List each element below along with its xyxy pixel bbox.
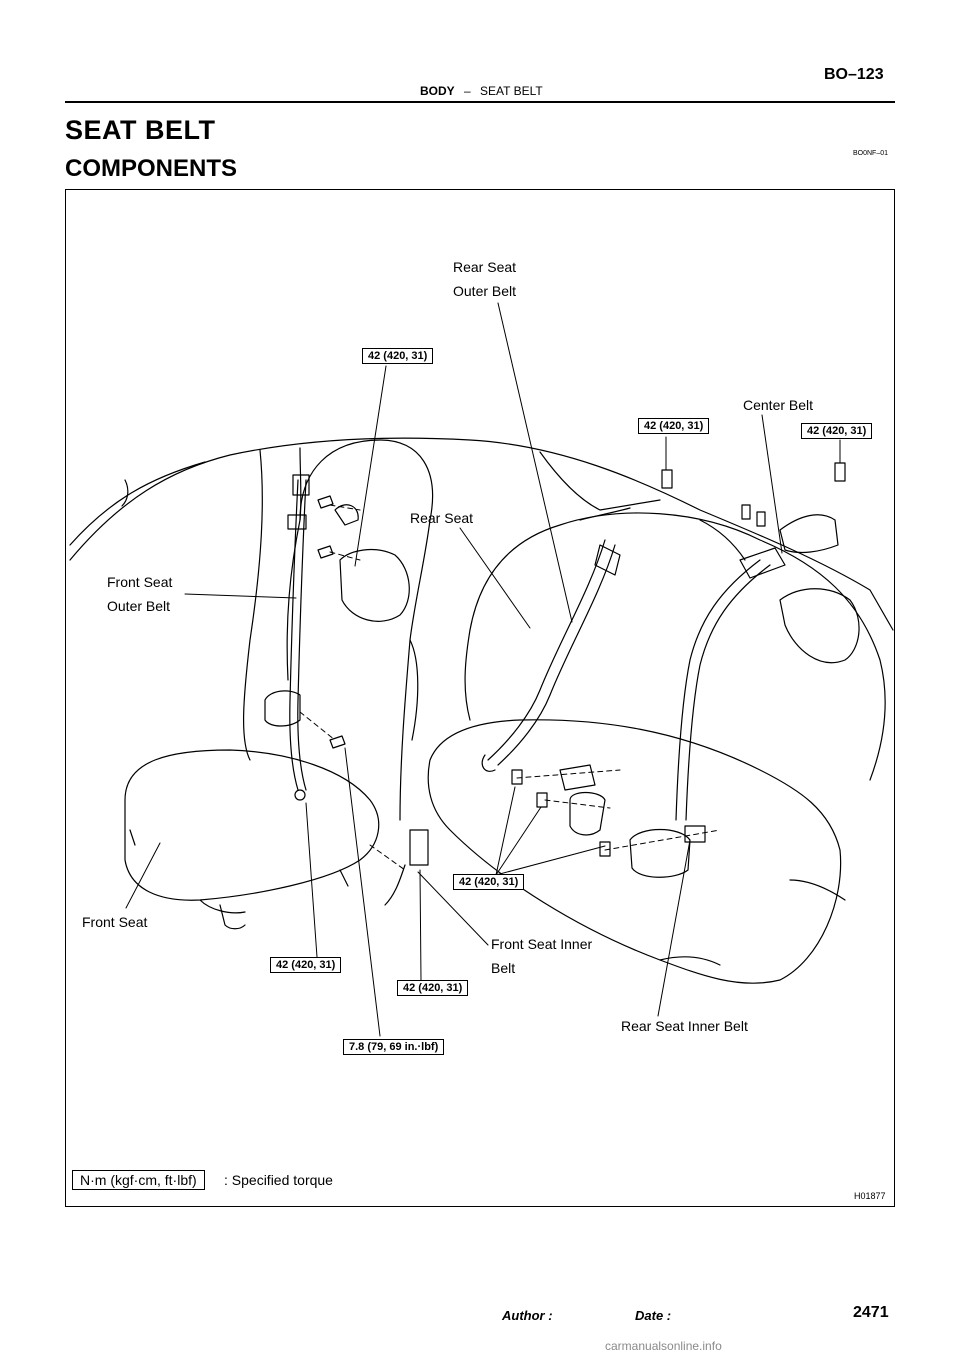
torque-box-center-belt-right: 42 (420, 31) [801,423,872,439]
label-rear-seat-outer-belt [453,255,516,303]
label-front-seat: Front Seat [82,914,148,930]
label-rear-seat-outer-belt-line2: Outer Belt [453,283,517,299]
torque-box-front-outer-lower: 42 (420, 31) [270,957,341,973]
page-number: BO–123 [824,66,884,83]
figure-code: H01877 [854,1191,886,1201]
label-front-seat-inner-belt [491,932,592,980]
footer-author-label: Author : [502,1308,553,1323]
label-center-belt: Center Belt [743,397,814,413]
doc-code: BO0NF–01 [853,150,889,157]
header-section-prefix: BODY [420,84,455,98]
buckles [385,765,705,905]
label-rear-seat: Rear Seat [410,510,474,526]
car-body-outline [70,438,893,760]
rear-seat-back [465,513,885,780]
torque-box-front-outer-anchor: 7.8 (79, 69 in.·lbf) [343,1039,444,1055]
front-seat-cushion [125,750,379,929]
legend-description: : Specified torque [224,1172,333,1188]
torque-box-front-inner: 42 (420, 31) [397,980,468,996]
torque-box-center-belt-left: 42 (420, 31) [638,418,709,434]
header-section-separator: – [464,84,471,98]
label-front-seat-outer-belt [107,570,172,618]
footer-page-number: 2471 [853,1304,889,1321]
label-front-seat-inner-belt-line1: Front Seat Inner [491,936,593,952]
watermark-link[interactable]: carmanualsonline.info [605,1339,722,1353]
legend-unit-box: N·m (kgf·cm, ft·lbf) [72,1170,205,1190]
torque-box-rear-buckles: 42 (420, 31) [453,874,524,890]
label-front-seat-outer-belt-line2: Outer Belt [107,598,171,614]
label-front-seat-outer-belt-line1: Front Seat [107,574,173,590]
leader-lines [126,303,840,1036]
page-title: SEAT BELT [65,115,216,145]
torque-box-rear-outer-upper: 42 (420, 31) [362,348,433,364]
label-rear-seat-inner-belt: Rear Seat Inner Belt [621,1018,748,1034]
mounting-dash-lines [300,505,720,870]
header-section-name: SEAT BELT [480,84,543,98]
bolts [318,463,845,856]
page-subtitle: COMPONENTS [65,155,238,182]
footer-date-label: Date : [635,1308,672,1323]
label-front-seat-inner-belt-line2: Belt [491,960,516,976]
rear-seat-outer-belt-drawing [482,540,620,771]
rear-seat-inner-belt-drawing [676,515,838,820]
label-rear-seat-outer-belt-line1: Rear Seat [453,259,517,275]
